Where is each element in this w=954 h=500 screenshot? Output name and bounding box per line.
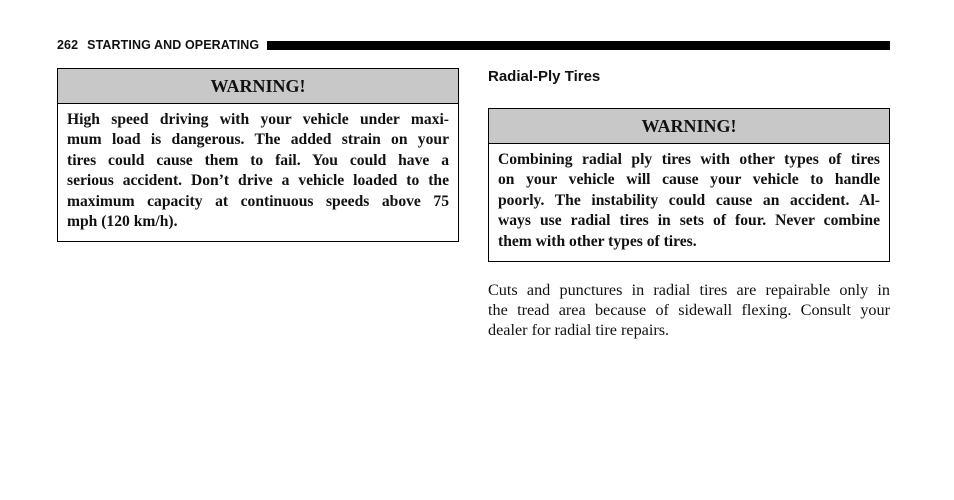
radial-tires-warning-box <box>488 108 890 262</box>
paragraph-line: Cuts and punctures in radial tires are repairable only in <box>488 281 890 299</box>
warning-title: WARNING! <box>489 109 889 144</box>
warning-line: High speed driving with your vehicle under maxi- <box>67 111 449 128</box>
warning-line: poorly. The instability could cause an accident. Al- <box>498 191 880 209</box>
page-header <box>57 37 890 53</box>
warning-line: mph (120 km/h). <box>67 213 178 231</box>
warning-line: ways use radial tires in sets of four. Never combine <box>498 212 880 230</box>
warning-line: serious accident. Don’t drive a vehicle loaded to the <box>67 172 449 190</box>
radial-ply-tires-heading: Radial-Ply Tires <box>488 68 601 85</box>
warning-line: tires could cause them to fail. You could have a <box>67 151 449 169</box>
warning-title: WARNING! <box>58 69 458 104</box>
warning-line: maximum capacity at continuous speeds above 75 <box>67 192 449 210</box>
header-rule <box>267 41 890 50</box>
warning-text <box>58 104 458 232</box>
warning-line: on your vehicle will cause your vehicle to handle <box>498 171 880 189</box>
warning-line: mum load is dangerous. The added strain on your <box>67 131 449 149</box>
warning-line: them with other types of tires. <box>498 232 697 250</box>
paragraph-line: dealer for radial tire repairs. <box>488 321 670 340</box>
page-number: 262 <box>57 38 79 52</box>
high-speed-warning-box <box>57 68 459 242</box>
section-title: STARTING AND OPERATING <box>87 38 260 52</box>
warning-line: Combining radial ply tires with other types of tires <box>498 151 880 168</box>
paragraph-line: the tread area because of sidewall flexing. Consult your <box>488 301 890 320</box>
warning-text <box>489 144 889 252</box>
radial-tire-repair-paragraph <box>488 280 890 341</box>
